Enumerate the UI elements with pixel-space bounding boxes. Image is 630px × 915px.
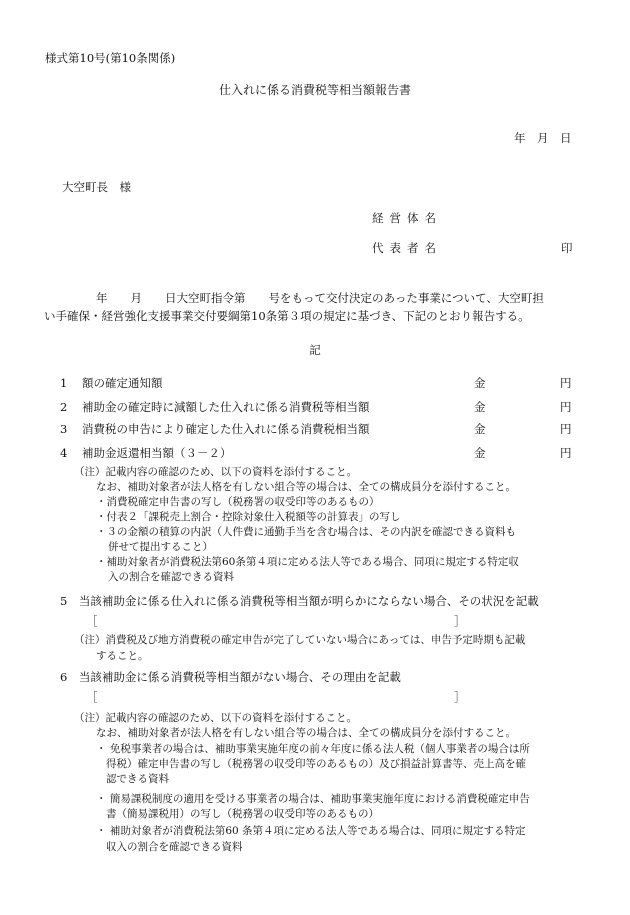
- item-yen: 円: [560, 400, 572, 414]
- note-bullet: ・消費税確定申告書の写し（税務署の収受印等のあるもの）: [96, 496, 380, 508]
- document-title: 仕入れに係る消費税等相当額報告書: [218, 83, 411, 97]
- section-5-title: 5 当該補助金に係る仕入れに係る消費税等相当額が明らかにならない場合、その状況を記載: [60, 594, 539, 608]
- note-bullet-cont: 書（簡易課税用）の写し（税務署の収受印等のあるもの）: [106, 808, 379, 820]
- form-number: 様式第10号(第10条関係): [45, 51, 176, 65]
- note-head: （注）記載内容の確認のため、以下の資料を添付すること。: [74, 466, 358, 478]
- bracket-close: ］: [454, 690, 466, 704]
- item-label: 補助金の確定時に減額した仕入れに係る消費税等相当額: [82, 400, 370, 414]
- bracket-open: ［: [86, 614, 98, 628]
- section-6-input-area[interactable]: [98, 690, 454, 704]
- item-currency: 金: [474, 422, 486, 436]
- note-cont: すること。: [96, 650, 149, 662]
- note-bullet: ・付表２「課税売上割合・控除対象仕入税額等の計算表」の写し: [96, 511, 401, 523]
- section-6-title: 6 当該補助金に係る消費税等相当額がない場合、その理由を記載: [60, 670, 401, 684]
- body-line-2: い手確保・経営強化支援事業交付要綱第10条第３項の規定に基づき、下記のとおり報告する。: [44, 309, 530, 323]
- bracket-close: ］: [454, 614, 466, 628]
- item-number: 2: [60, 400, 68, 414]
- item-label: 額の確定通知額: [82, 376, 163, 390]
- body-line-1: 年 月 日大空町指令第 号をもって交付決定のあった事業について、大空町担: [96, 291, 544, 305]
- representative-label: 代表者名: [372, 241, 442, 255]
- note-bullet-cont: 入の割合を確認できる資料: [108, 571, 234, 583]
- item-yen: 円: [560, 376, 572, 390]
- addressee: 大空町長 様: [62, 180, 131, 194]
- note-head: （注）記載内容の確認のため、以下の資料を添付すること。: [74, 712, 358, 724]
- item-number: 3: [60, 422, 68, 436]
- note-bullet: ・３の金額の積算の内訳（人件費に通勤手当を含む場合は、その内訳を確認できる資料も: [96, 526, 516, 538]
- note-sub: なお、補助対象者が法人格を有しない組合等の場合は、全ての構成員分を添付すること。: [96, 727, 516, 739]
- item-number: 4: [60, 446, 68, 460]
- item-label: 補助金返還相当額（３－２）: [82, 446, 232, 460]
- note-bullet: ・ 免税事業者の場合は、補助事業実施年度の前々年度に係る法人税（個人事業者の場合は所: [96, 743, 530, 755]
- item-currency: 金: [474, 376, 486, 390]
- note-bullet: ・ 簡易課税制度の適用を受ける事業者の場合は、補助事業実施年度における消費税確定申告: [96, 793, 530, 805]
- note-bullet-cont: 収入の割合を確認できる資料: [106, 841, 243, 853]
- item-currency: 金: [474, 446, 486, 460]
- note-bullet-cont: 認できる資料: [106, 773, 169, 785]
- note-bullet-cont: 得税）確定申告書の写し（税務署の収受印等のあるもの）及び損益計算書等、売上高を確: [106, 758, 526, 770]
- item-number: 1: [60, 376, 68, 390]
- note-bullet: ・ 補助対象者が消費税法第60 条第４項に定める法人等である場合は、同項に規定する特定: [96, 825, 526, 837]
- item-label: 消費税の申告により確定した仕入れに係る消費税相当額: [82, 422, 370, 436]
- date-line: 年 月 日: [514, 131, 572, 145]
- item-yen: 円: [560, 446, 572, 460]
- section-5-input-area[interactable]: [98, 614, 454, 628]
- org-name-label: 経営体名: [372, 211, 442, 225]
- note-sub: なお、補助対象者が法人格を有しない組合等の場合は、全ての構成員分を添付すること。: [96, 481, 516, 493]
- ki-heading: 記: [309, 343, 321, 357]
- note-bullet-cont: 併せて提出すること）: [108, 541, 213, 553]
- item-yen: 円: [560, 422, 572, 436]
- bracket-open: ［: [86, 690, 98, 704]
- item-currency: 金: [474, 400, 486, 414]
- note-head: （注）消費税及び地方消費税の確定申告が完了していない場合にあっては、申告予定時期も記載: [74, 634, 526, 646]
- note-bullet: ・補助対象者が消費税法第60条第４項に定める法人等である場合、同項に規定する特定収: [96, 556, 519, 568]
- seal-mark: 印: [561, 241, 573, 255]
